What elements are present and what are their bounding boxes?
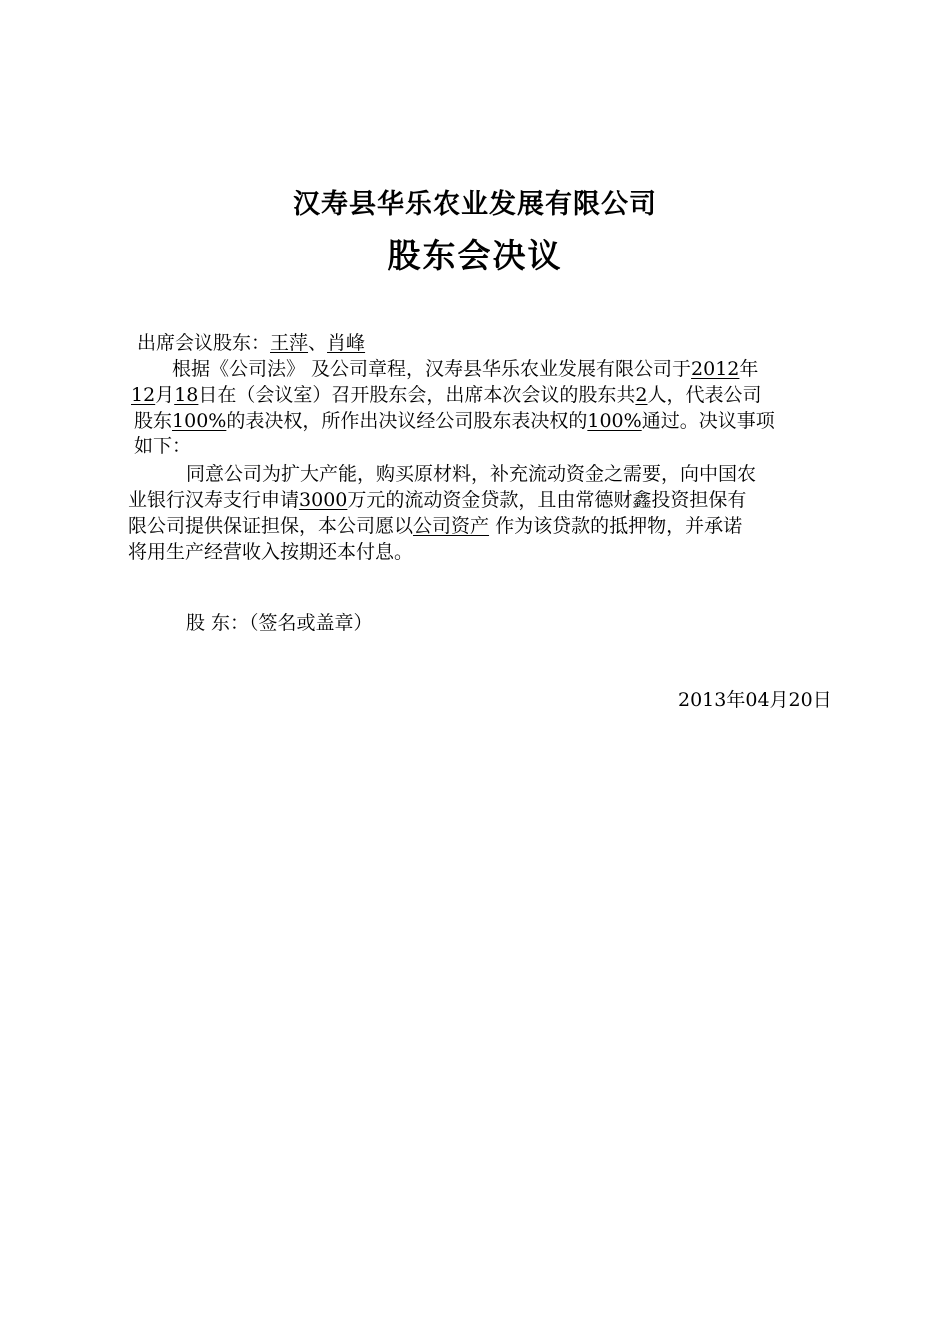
resolution-para1-line2 (131, 382, 762, 408)
meeting-day: 18 (174, 384, 199, 406)
text-run: 人，代表公司 (647, 384, 762, 406)
attendee-name-2: 肖峰 (327, 332, 366, 354)
voting-rights-percent: 100% (172, 410, 227, 432)
text-run: 作为该贷款的抵押物，并承诺 (489, 515, 743, 537)
attendees-label: 出席会议股东： (137, 332, 271, 354)
resolution-para2-line1: 同意公司为扩大产能，购买原材料，补充流动资金之需要，向中国农 (186, 463, 757, 485)
text-run: 的表决权，所作出决议经公司股东表决权的 (226, 410, 588, 432)
text-run: 业银行汉寿支行申请 (128, 489, 300, 511)
meeting-year: 2012 (691, 358, 740, 380)
document-title: 股东会决议 (387, 236, 563, 275)
resolution-para2-line2 (128, 487, 746, 513)
resolution-para1-line1 (172, 356, 840, 382)
attendees-line (137, 330, 365, 356)
text-run: 限公司提供保证担保，本公司愿以 (128, 515, 414, 537)
loan-amount: 3000 (299, 489, 348, 511)
resolution-para2-line3 (128, 513, 742, 539)
collateral: 公司资产 (413, 515, 490, 537)
attendee-name-1: 王萍 (270, 332, 309, 354)
company-name: 汉寿县华乐农业发展有限公司 (293, 189, 657, 220)
text-run: 通过。决议事项 (641, 410, 775, 432)
signature-line: 股 东：（签名或盖章） (186, 612, 373, 634)
text-run: 根据《公司法》 及公司章程，汉寿县华乐农业发展有限公司于 (172, 358, 692, 380)
text-run: 日在（会议室）召开股东会，出席本次会议的股东共 (198, 384, 636, 406)
resolution-para2-line4: 将用生产经营收入按期还本付息。 (128, 541, 414, 563)
text-run: 万元的流动资金贷款，且由常德财鑫投资担保有 (347, 489, 747, 511)
text-run: 年 (739, 358, 759, 380)
meeting-month: 12 (131, 384, 156, 406)
resolution-para1-line3 (134, 408, 775, 434)
shareholder-count: 2 (635, 384, 648, 406)
text-run: 股东 (134, 410, 173, 432)
resolution-para1-line4: 如下： (134, 435, 192, 457)
document-date: 2013年04月20日 (678, 689, 832, 711)
text-run: 月 (155, 384, 175, 406)
attendee-separator: 、 (308, 332, 328, 354)
approval-percent: 100% (587, 410, 642, 432)
